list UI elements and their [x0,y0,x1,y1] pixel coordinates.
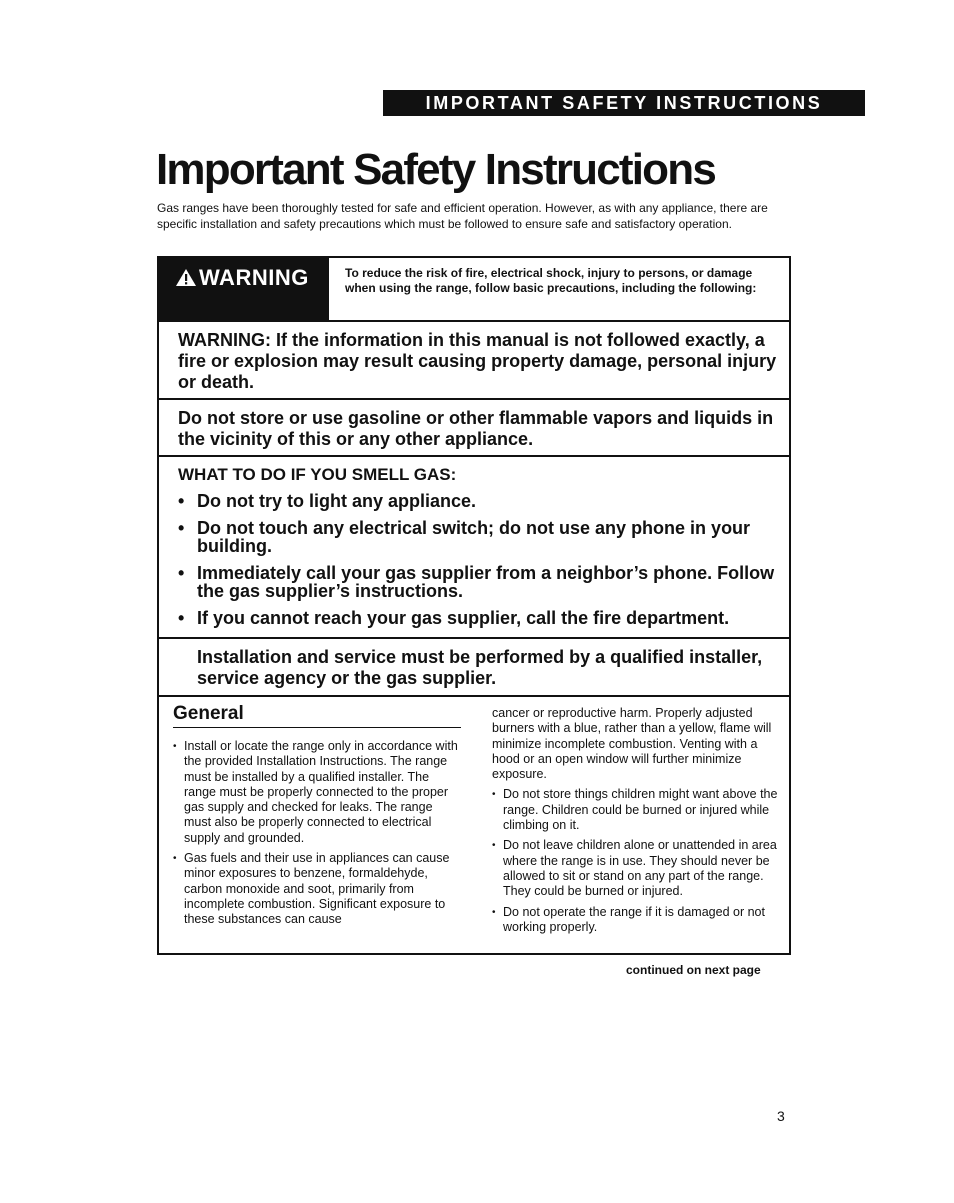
bullet: • [178,607,185,628]
section-header-bar: IMPORTANT SAFETY INSTRUCTIONS [383,90,865,116]
list-item-text: Do not try to light any appliance. [197,491,477,511]
general-left-column [173,739,463,933]
list-item [178,564,790,601]
general-right-list [492,787,788,935]
list-item-text: Install or locate the range only in accordance with the provided Installation Instructions. The range must be installed by a qualified installer. The range must be properly connected to the proper gas supply and checked for leaks. The range must also be properly connected to electrical supply and grounded. [184,739,458,845]
heading-divider [173,727,461,728]
list-item-text: Gas fuels and their use in appliances can cause minor exposures to benzene, formaldehyde, carbon monoxide and soot, primarily from incomplete combustion. Significant exposure to these substances can cause [184,851,450,927]
smell-gas-title: WHAT TO DO IF YOU SMELL GAS: [178,465,457,484]
bullet: • [178,491,185,511]
intro-paragraph: Gas ranges have been thoroughly tested for safe and efficient operation. However, as with any appliance, there are specific installation and safety precautions which must be followed to ensure safe and satisfactory operation. [157,201,768,231]
smell-gas-box [157,455,791,639]
list-item-text: Do not leave children alone or unattended in area where the range is in use. They should never be allowed to sit or stand on any part of the range. They could be burned or injured. [503,838,777,899]
smell-gas-list [178,492,790,635]
list-item [492,787,788,833]
list-item-text: Do not store things children might want above the range. Children could be burned or injured while climbing on it. [503,787,778,833]
list-item-text: If you cannot reach your gas supplier, call the fire department. [197,607,730,628]
gasoline-warning-text: Do not store or use gasoline or other flammable vapors and liquids in the vicinity of this or any other appliance. [178,408,774,449]
warning-label [159,258,329,320]
warning-header-box [157,256,791,322]
general-right-column [492,706,788,940]
bullet: • [178,517,185,538]
installation-text: Installation and service must be performed by a qualified installer, service agency or the gas supplier. [197,647,763,688]
list-item [173,739,463,846]
bullet: • [492,840,496,852]
list-item [178,519,790,556]
warning-lead-text: To reduce the risk of fire, electrical shock, injury to persons, or damage when using the range, follow basic precautions, including the following: [345,266,757,295]
list-item [492,905,788,936]
page-number: 3 [777,1108,785,1124]
list-item-text: Do not operate the range if it is damaged or not working properly. [503,904,765,934]
warning-label-text: WARNING [199,265,309,290]
page-title: Important Safety Instructions [156,145,715,194]
list-item [178,609,790,628]
continued-note: continued on next page [626,963,761,977]
list-item-text: Do not touch any electrical switch; do not use any phone in your building. [197,517,751,556]
installation-box [157,637,791,697]
general-section-box [157,695,791,955]
bullet: • [492,906,496,918]
general-heading: General [173,703,244,724]
warning-triangle-icon [175,268,197,287]
bullet: • [173,853,177,865]
bullet: • [178,562,185,583]
list-item [492,838,788,899]
list-item-text: Immediately call your gas supplier from a neighbor’s phone. Follow the gas supplier’s instructions. [197,562,775,601]
bullet: • [492,789,496,801]
manual-warning-box [157,320,791,400]
bullet: • [173,741,177,752]
list-item [173,851,463,927]
continuation-text: cancer or reproductive harm. Properly adjusted burners with a blue, rather than a yellow, flame will minimize incomplete combustion. Venting with a hood or an open window will further minimize exposure. [492,706,772,782]
gasoline-warning-box [157,398,791,457]
list-item [178,492,790,511]
manual-warning-text: WARNING: If the information in this manual is not followed exactly, a fire or explosion may result causing property damage, personal injury or death. [178,330,777,392]
